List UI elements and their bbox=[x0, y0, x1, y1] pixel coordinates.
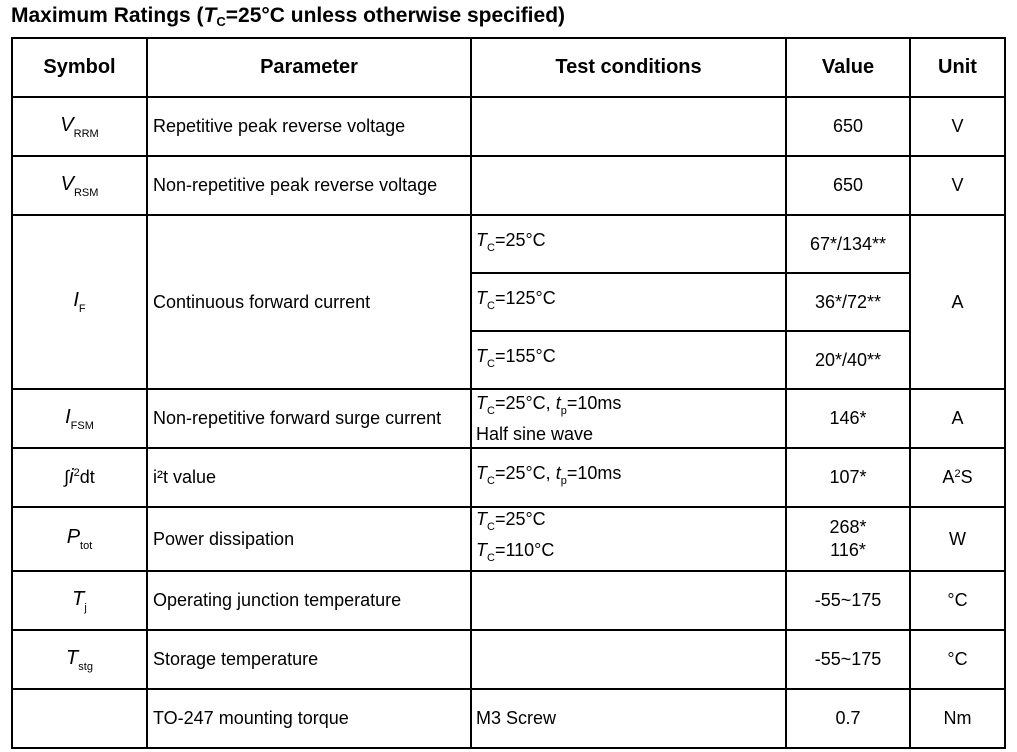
conditions-cell: M3 Screw bbox=[471, 689, 786, 748]
symbol-sub: RSM bbox=[73, 186, 99, 199]
conditions-cell bbox=[471, 448, 786, 507]
symbol-main: i bbox=[69, 466, 74, 488]
cond-var: T bbox=[476, 287, 487, 308]
conditions-cell bbox=[471, 273, 786, 331]
symbol-cell bbox=[12, 630, 147, 689]
symbol-sup: 2 bbox=[73, 467, 80, 479]
table-row bbox=[12, 689, 1005, 748]
symbol-sub: tot bbox=[80, 540, 93, 552]
value-cell: 650 bbox=[786, 156, 910, 215]
cond-sub: C bbox=[487, 475, 495, 487]
symbol-sub: F bbox=[78, 303, 86, 315]
symbol-main: I bbox=[65, 405, 71, 428]
unit-cell: W bbox=[910, 507, 1005, 571]
cond-sub: C bbox=[487, 404, 495, 417]
cond-text: =25°C bbox=[494, 229, 546, 250]
conditions-cell bbox=[471, 97, 786, 156]
conditions-cell bbox=[471, 389, 786, 448]
table-row bbox=[12, 448, 1005, 507]
cond-var: t bbox=[555, 392, 561, 413]
table-row bbox=[12, 156, 1005, 215]
symbol-main: V bbox=[60, 113, 74, 136]
unit-main: A bbox=[942, 467, 955, 487]
unit-cell: °C bbox=[910, 571, 1005, 630]
header-parameter: Parameter bbox=[147, 38, 471, 97]
cond-var: T bbox=[476, 229, 487, 250]
symbol-sub: stg bbox=[78, 660, 93, 673]
title-suffix: =25°C unless otherwise specified) bbox=[225, 4, 566, 27]
unit-cell: °C bbox=[910, 630, 1005, 689]
symbol-cell bbox=[12, 389, 147, 448]
integral-symbol: ∫ bbox=[64, 467, 70, 487]
value-cell: 107* bbox=[786, 448, 910, 507]
cond-var: T bbox=[476, 463, 487, 483]
value-cell: 20*/40** bbox=[786, 331, 910, 389]
symbol-cell bbox=[12, 156, 147, 215]
title-prefix: Maximum Ratings ( bbox=[11, 4, 204, 27]
header-value: Value bbox=[786, 38, 910, 97]
unit-cell: A bbox=[910, 215, 1005, 389]
unit-post: S bbox=[960, 467, 973, 487]
parameter-cell: Non-repetitive peak reverse voltage bbox=[147, 156, 471, 215]
title-sub: C bbox=[216, 14, 226, 29]
value-cell: -55~175 bbox=[786, 571, 910, 630]
value-cell bbox=[786, 507, 910, 571]
parameter-cell: Operating junction temperature bbox=[147, 571, 471, 630]
unit-cell: V bbox=[910, 97, 1005, 156]
cond-text: =25°C, bbox=[494, 392, 556, 413]
conditions-cell bbox=[471, 156, 786, 215]
symbol-main: P bbox=[66, 526, 81, 548]
cond-var: T bbox=[476, 345, 487, 366]
parameter-cell: i²t value bbox=[147, 448, 471, 507]
table-row bbox=[12, 507, 1005, 571]
cond-var: T bbox=[476, 540, 487, 560]
value-line: 116* bbox=[830, 540, 866, 560]
unit-cell bbox=[910, 448, 1005, 507]
symbol-sub: RRM bbox=[73, 127, 99, 140]
value-cell: 36*/72** bbox=[786, 273, 910, 331]
value-cell: 0.7 bbox=[786, 689, 910, 748]
maximum-ratings-table bbox=[11, 37, 1006, 749]
symbol-main: T bbox=[72, 587, 85, 610]
symbol-main: V bbox=[60, 172, 74, 195]
title-var: T bbox=[203, 4, 217, 27]
table-row bbox=[12, 389, 1005, 448]
conditions-cell bbox=[471, 630, 786, 689]
cond-text: =25°C, bbox=[494, 463, 556, 483]
table-row bbox=[12, 97, 1005, 156]
parameter-cell: Continuous forward current bbox=[147, 215, 471, 389]
value-cell: 67*/134** bbox=[786, 215, 910, 273]
unit-cell: A bbox=[910, 389, 1005, 448]
unit-cell: Nm bbox=[910, 689, 1005, 748]
symbol-cell bbox=[12, 448, 147, 507]
cond-sub: C bbox=[487, 299, 495, 312]
symbol-cell bbox=[12, 689, 147, 748]
cond-sub: p bbox=[560, 404, 567, 417]
cond-text: =110°C bbox=[494, 540, 555, 560]
cond-text: =155°C bbox=[494, 345, 556, 366]
header-unit: Unit bbox=[910, 38, 1005, 97]
parameter-cell: Power dissipation bbox=[147, 507, 471, 571]
cond-text: =10ms bbox=[566, 463, 622, 483]
symbol-cell bbox=[12, 215, 147, 389]
parameter-cell: Storage temperature bbox=[147, 630, 471, 689]
symbol-post: dt bbox=[79, 467, 95, 487]
unit-cell: V bbox=[910, 156, 1005, 215]
table-row bbox=[12, 630, 1005, 689]
parameter-cell: TO-247 mounting torque bbox=[147, 689, 471, 748]
cond-sub: C bbox=[487, 241, 495, 254]
cond-sub: p bbox=[560, 475, 567, 487]
table-row bbox=[12, 571, 1005, 630]
cond-var: t bbox=[555, 463, 561, 483]
cond-text: Half sine wave bbox=[476, 423, 594, 444]
conditions-cell bbox=[471, 215, 786, 273]
cond-sub: C bbox=[487, 521, 495, 533]
value-line: 268* bbox=[829, 517, 867, 537]
header-conditions: Test conditions bbox=[471, 38, 786, 97]
cond-text: =125°C bbox=[494, 287, 556, 308]
value-cell: 650 bbox=[786, 97, 910, 156]
unit-sup: 2 bbox=[954, 468, 961, 480]
cond-sub: C bbox=[487, 357, 495, 370]
conditions-cell bbox=[471, 331, 786, 389]
symbol-cell bbox=[12, 507, 147, 571]
parameter-cell: Repetitive peak reverse voltage bbox=[147, 97, 471, 156]
cond-var: T bbox=[476, 392, 487, 413]
cond-var: T bbox=[476, 509, 487, 529]
page-title bbox=[11, 4, 565, 29]
header-symbol: Symbol bbox=[12, 38, 147, 97]
symbol-sub: FSM bbox=[70, 419, 94, 432]
symbol-cell bbox=[12, 571, 147, 630]
conditions-cell bbox=[471, 507, 786, 571]
symbol-main: I bbox=[73, 289, 79, 311]
cond-sub: C bbox=[487, 552, 495, 564]
symbol-main: T bbox=[66, 646, 79, 669]
cond-text: =10ms bbox=[566, 392, 622, 413]
cond-text: =25°C bbox=[494, 509, 546, 529]
conditions-cell bbox=[471, 571, 786, 630]
symbol-cell bbox=[12, 97, 147, 156]
parameter-cell: Non-repetitive forward surge current bbox=[147, 389, 471, 448]
value-cell: -55~175 bbox=[786, 630, 910, 689]
header-row bbox=[12, 38, 1005, 97]
table-row bbox=[12, 215, 1005, 273]
value-cell: 146* bbox=[786, 389, 910, 448]
symbol-sub: j bbox=[84, 601, 87, 614]
